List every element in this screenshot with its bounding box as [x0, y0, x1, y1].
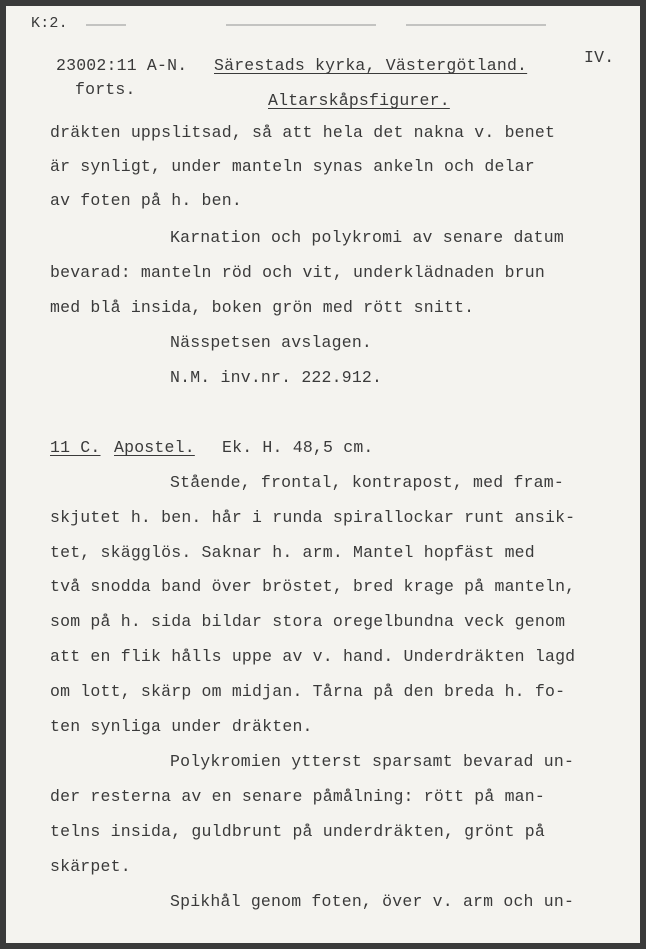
text-line: Stående, frontal, kontrapost, med fram-	[170, 473, 564, 492]
catalog-card	[6, 6, 640, 943]
top-strip	[6, 6, 640, 36]
text-line: med blå insida, boken grön med rött snitt.	[50, 298, 475, 317]
text-line: bevarad: manteln röd och vit, underklädnaden brun	[50, 263, 545, 282]
card-label: K:2.	[31, 15, 68, 32]
faint-rule	[226, 24, 376, 26]
text-line: som på h. sida bildar stora oregelbundna veck genom	[50, 612, 566, 631]
text-line: telns insida, guldbrunt på underdräkten, grönt på	[50, 822, 545, 841]
text-line: dräkten uppslitsad, så att hela det nakna v. benet	[50, 123, 556, 142]
church-title: Särestads kyrka, Västergötland.	[214, 56, 528, 75]
subtitle: Altarskåpsfigurer.	[268, 91, 450, 110]
text-line: Spikhål genom foten, över v. arm och un-	[170, 892, 575, 911]
text-line: två snodda band över bröstet, bred krage på manteln,	[50, 577, 576, 596]
entry-number: 11 C.	[50, 438, 101, 457]
text-line: ten synliga under dräkten.	[50, 717, 313, 736]
catalog-number: 23002:11 A-N.	[56, 56, 188, 75]
entry-name: Apostel.	[114, 438, 195, 457]
text-line: är synligt, under manteln synas ankeln och delar	[50, 157, 535, 176]
text-line: att en flik hålls uppe av v. hand. Underdräkten lagd	[50, 647, 576, 666]
continued-label: forts.	[75, 80, 136, 99]
text-line: Nässpetsen avslagen.	[170, 333, 373, 352]
inventory-number: N.M. inv.nr. 222.912.	[170, 368, 383, 387]
text-line: om lott, skärp om midjan. Tårna på den breda h. fo-	[50, 682, 566, 701]
text-line: skärpet.	[50, 857, 131, 876]
text-line: skjutet h. ben. hår i runda spirallockar runt ansik-	[50, 508, 576, 527]
text-line: av foten på h. ben.	[50, 191, 242, 210]
page-number: IV.	[584, 48, 615, 67]
faint-rule	[86, 24, 126, 26]
text-line: Karnation och polykromi av senare datum	[170, 228, 564, 247]
text-line: der resterna av en senare påmålning: rött på man-	[50, 787, 545, 806]
text-line: Polykromien ytterst sparsamt bevarad un-	[170, 752, 575, 771]
faint-rule	[406, 24, 546, 26]
text-line: tet, skägglös. Saknar h. arm. Mantel hopfäst med	[50, 543, 535, 562]
entry-meta: Ek. H. 48,5 cm.	[222, 438, 374, 457]
